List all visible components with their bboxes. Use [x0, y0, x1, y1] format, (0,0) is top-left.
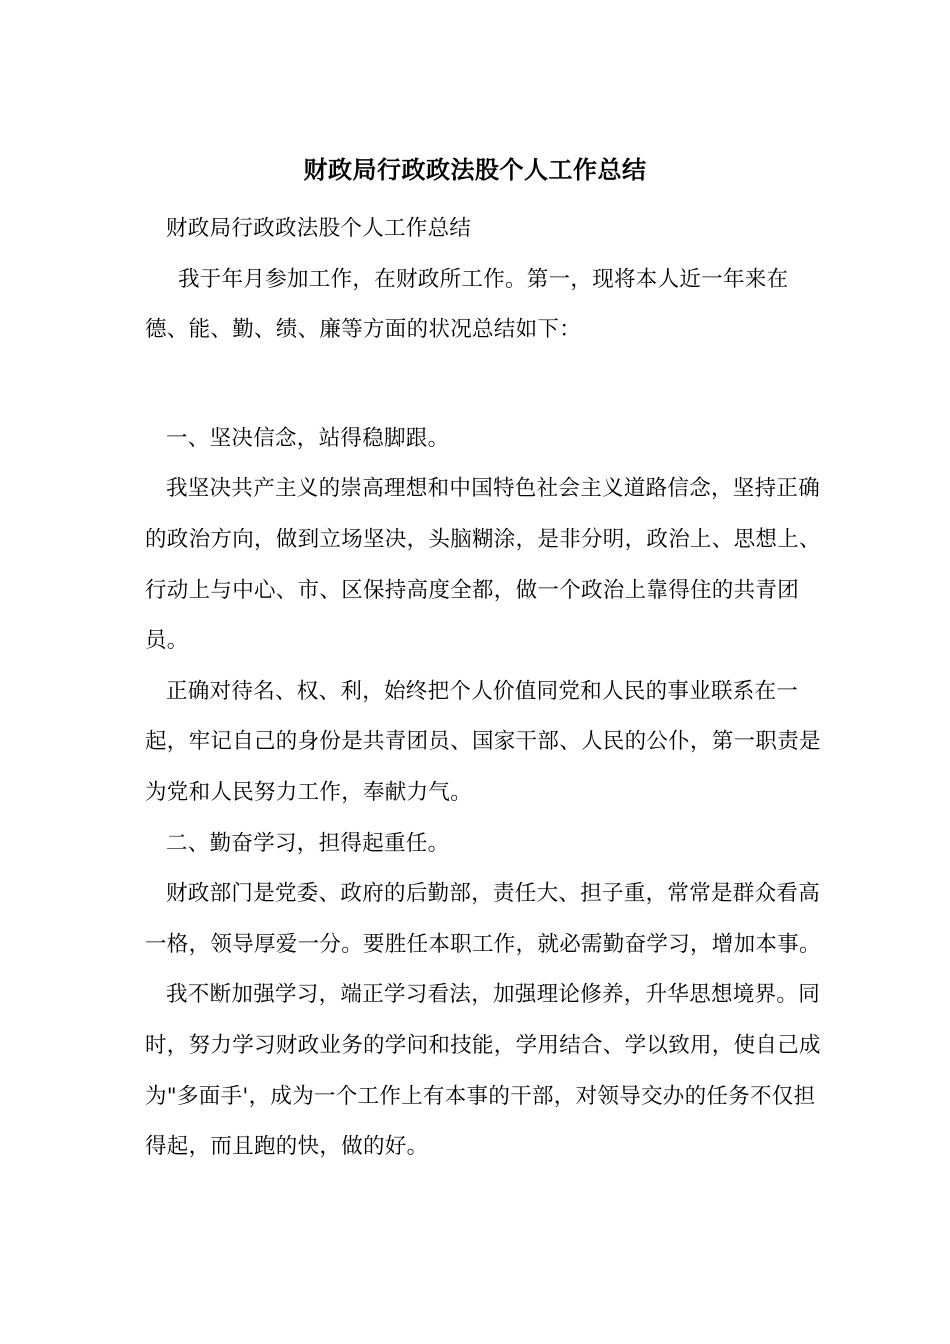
section-heading-1: 一、坚决信念，站得稳脚跟。 — [166, 425, 450, 451]
paragraph-belief: 我坚决共产主义的崇高理想和中国特色社会主义道路信念，坚持正确的政治方向，做到立场坚决，头脑糊涂，是非分明，政治上、思想上、行动上与中心、市、区保持高度全都，做一个政治上靠得住的共青团员。 — [145, 476, 821, 654]
document-title: 财政局行政政法股个人工作总结 — [303, 155, 647, 184]
paragraph-finance-dept: 财政部门是党委、政府的后勤部，责任大、担子重，常常是群众看高一格，领导厚爱一分。要胜任本职工作，就必需勤奋学习，增加本事。 — [145, 881, 821, 957]
paragraph-study: 我不断加强学习，端正学习看法，加强理论修养，升华思想境界。同时，努力学习财政业务的学问和技能，学用结合、学以致用，使自己成为"多面手'，成为一个工作上有本事的干部，对领导交办的任务不仅担得起，而且跑的快，做的好。 — [145, 982, 821, 1160]
document-body — [145, 204, 825, 1173]
paragraph-intro: 我于年月参加工作，在财政所工作。第一，现将本人近一年来在德、能、勤、绩、廉等方面的状况总结如下： — [145, 266, 789, 343]
paragraph-values: 正确对待名、权、利，始终把个人价值同党和人民的事业联系在一起，牢记自己的身份是共青团员、国家干部、人民的公仆，第一职责是为党和人民努力工作，奉献力气。 — [145, 678, 821, 805]
paragraph-spacer — [145, 356, 825, 414]
section-heading-2: 二、勤奋学习，担得起重任。 — [166, 830, 450, 856]
document-subtitle: 财政局行政政法股个人工作总结 — [166, 216, 472, 241]
